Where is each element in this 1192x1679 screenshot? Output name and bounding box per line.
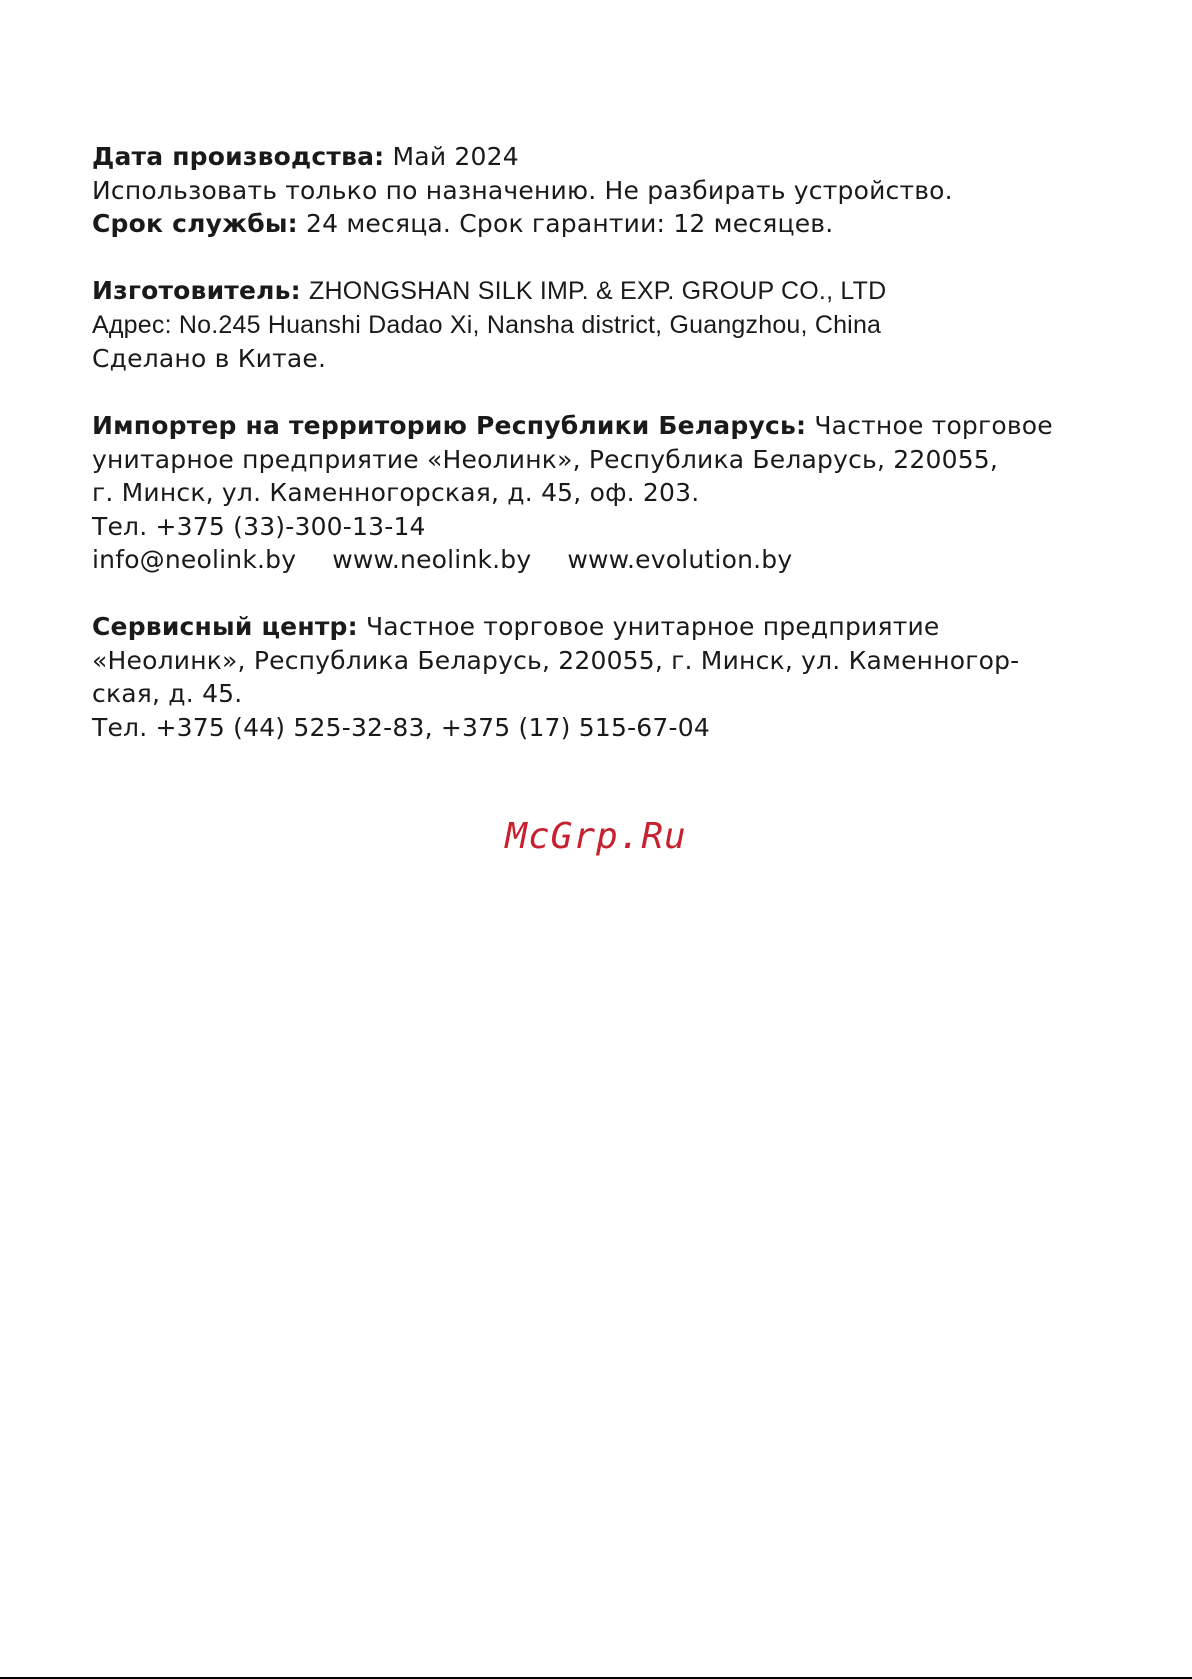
importer-line-1 xyxy=(92,409,1132,443)
manufacturer-label: Изготовитель: xyxy=(92,276,301,305)
importer-section xyxy=(92,409,1132,577)
production-section xyxy=(92,140,1132,241)
service-center-label: Сервисный центр: xyxy=(92,612,358,641)
document-body xyxy=(92,140,1132,778)
service-center-line-3: ская, д. 45. xyxy=(92,679,243,708)
service-center-line-2: «Неолинк», Республика Беларусь, 220055, г. Минск, ул. Каменногор- xyxy=(92,645,1020,675)
service-center-text-1: Частное торговое унитарное предприятие xyxy=(365,612,940,641)
manufacturer-address: Адрес: No.245 Huanshi Dadao Xi, Nansha district, Guangzhou, China xyxy=(92,310,882,339)
importer-text-1: Частное торговое xyxy=(814,411,1053,440)
country-of-origin: Сделано в Китае. xyxy=(92,344,327,373)
importer-site-evolution: www.evolution.by xyxy=(567,545,793,574)
manufacturer-section xyxy=(92,274,1132,376)
importer-email: info@neolink.by xyxy=(92,545,297,574)
importer-site-neolink: www.neolink.by xyxy=(332,545,532,574)
production-date-value: Май 2024 xyxy=(392,142,519,171)
watermark: McGrp.Ru xyxy=(505,816,687,857)
importer-line-3: г. Минск, ул. Каменногорская, д. 45, оф. 203. xyxy=(92,478,700,507)
importer-contacts xyxy=(92,543,1132,577)
production-date-line xyxy=(92,140,1132,174)
service-center-section xyxy=(92,610,1132,744)
production-date-label: Дата производства: xyxy=(92,142,385,171)
service-center-phone: Тел. +375 (44) 525-32-83, +375 (17) 515-67-04 xyxy=(92,712,710,742)
manufacturer-name: ZHONGSHAN SILK IMP. & EXP. GROUP CO., LTD xyxy=(309,277,887,305)
importer-line-2: унитарное предприятие «Неолинк», Республика Беларусь, 220055, xyxy=(92,444,999,474)
service-life-value: 24 месяца. Срок гарантии: 12 месяцев. xyxy=(306,209,834,238)
service-life-line xyxy=(92,207,1132,241)
importer-label: Импортер на территорию Республики Беларусь: xyxy=(92,411,807,440)
service-center-line-1 xyxy=(92,610,1132,644)
importer-phone: Тел. +375 (33)-300-13-14 xyxy=(92,511,426,541)
service-life-label: Срок службы: xyxy=(92,209,298,238)
usage-note: Использовать только по назначению. Не разбирать устройство. xyxy=(92,175,953,205)
manufacturer-line xyxy=(92,274,1132,309)
